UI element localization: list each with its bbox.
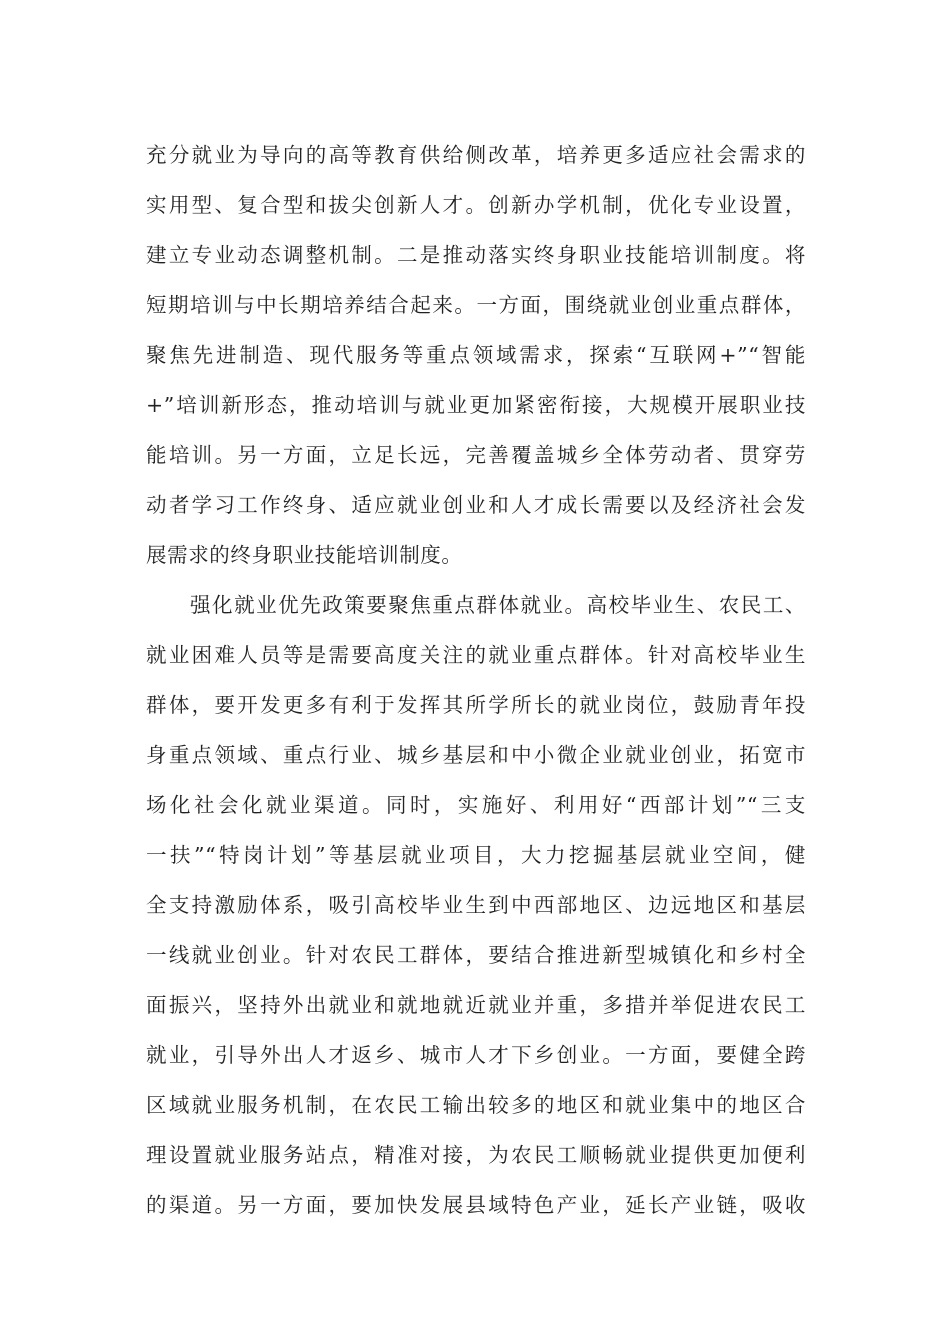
- text-line: 建立专业动态调整机制。二是推动落实终身职业技能培训制度。将: [146, 243, 806, 267]
- text-line: 的渠道。另一方面，要加快发展县域特色产业，延长产业链，吸收: [146, 1193, 806, 1217]
- text-line: 区域就业服务机制，在农民工输出较多的地区和就业集中的地区合: [146, 1093, 806, 1117]
- text-line: 一线就业创业。针对农民工群体，要结合推进新型城镇化和乡村全: [146, 943, 806, 967]
- text-line: 就业困难人员等是需要高度关注的就业重点群体。针对高校毕业生: [146, 643, 806, 667]
- text-line: 理设置就业服务站点，精准对接，为农民工顺畅就业提供更加便利: [146, 1143, 806, 1167]
- text-line: 全支持激励体系，吸引高校毕业生到中西部地区、边远地区和基层: [146, 893, 806, 917]
- text-line: 聚焦先进制造、现代服务等重点领域需求，探索“互联网+”“智能: [146, 343, 806, 367]
- text-line: 充分就业为导向的高等教育供给侧改革，培养更多适应社会需求的: [146, 143, 806, 167]
- text-line: 场化社会化就业渠道。同时，实施好、利用好“西部计划”“三支: [146, 793, 806, 817]
- text-line: 实用型、复合型和拔尖创新人才。创新办学机制，优化专业设置，: [146, 193, 806, 217]
- text-line: 展需求的终身职业技能培训制度。: [146, 543, 463, 567]
- text-line: 短期培训与中长期培养结合起来。一方面，围绕就业创业重点群体，: [146, 293, 806, 317]
- text-line: 能培训。另一方面，立足长远，完善覆盖城乡全体劳动者、贯穿劳: [146, 443, 806, 467]
- text-line: 一扶”“特岗计划”等基层就业项目，大力挖掘基层就业空间，健: [146, 843, 806, 867]
- text-line: 强化就业优先政策要聚焦重点群体就业。高校毕业生、农民工、: [190, 593, 806, 617]
- text-line: 就业，引导外出人才返乡、城市人才下乡创业。一方面，要健全跨: [146, 1043, 806, 1067]
- text-line: 面振兴，坚持外出就业和就地就近就业并重，多措并举促进农民工: [146, 993, 806, 1017]
- text-line: 动者学习工作终身、适应就业创业和人才成长需要以及经济社会发: [146, 493, 806, 517]
- text-line: 身重点领域、重点行业、城乡基层和中小微企业就业创业，拓宽市: [146, 743, 806, 767]
- text-line: 群体，要开发更多有利于发挥其所学所长的就业岗位，鼓励青年投: [146, 693, 806, 717]
- text-line: +”培训新形态，推动培训与就业更加紧密衔接，大规模开展职业技: [146, 393, 806, 417]
- body-text: [146, 130, 806, 1230]
